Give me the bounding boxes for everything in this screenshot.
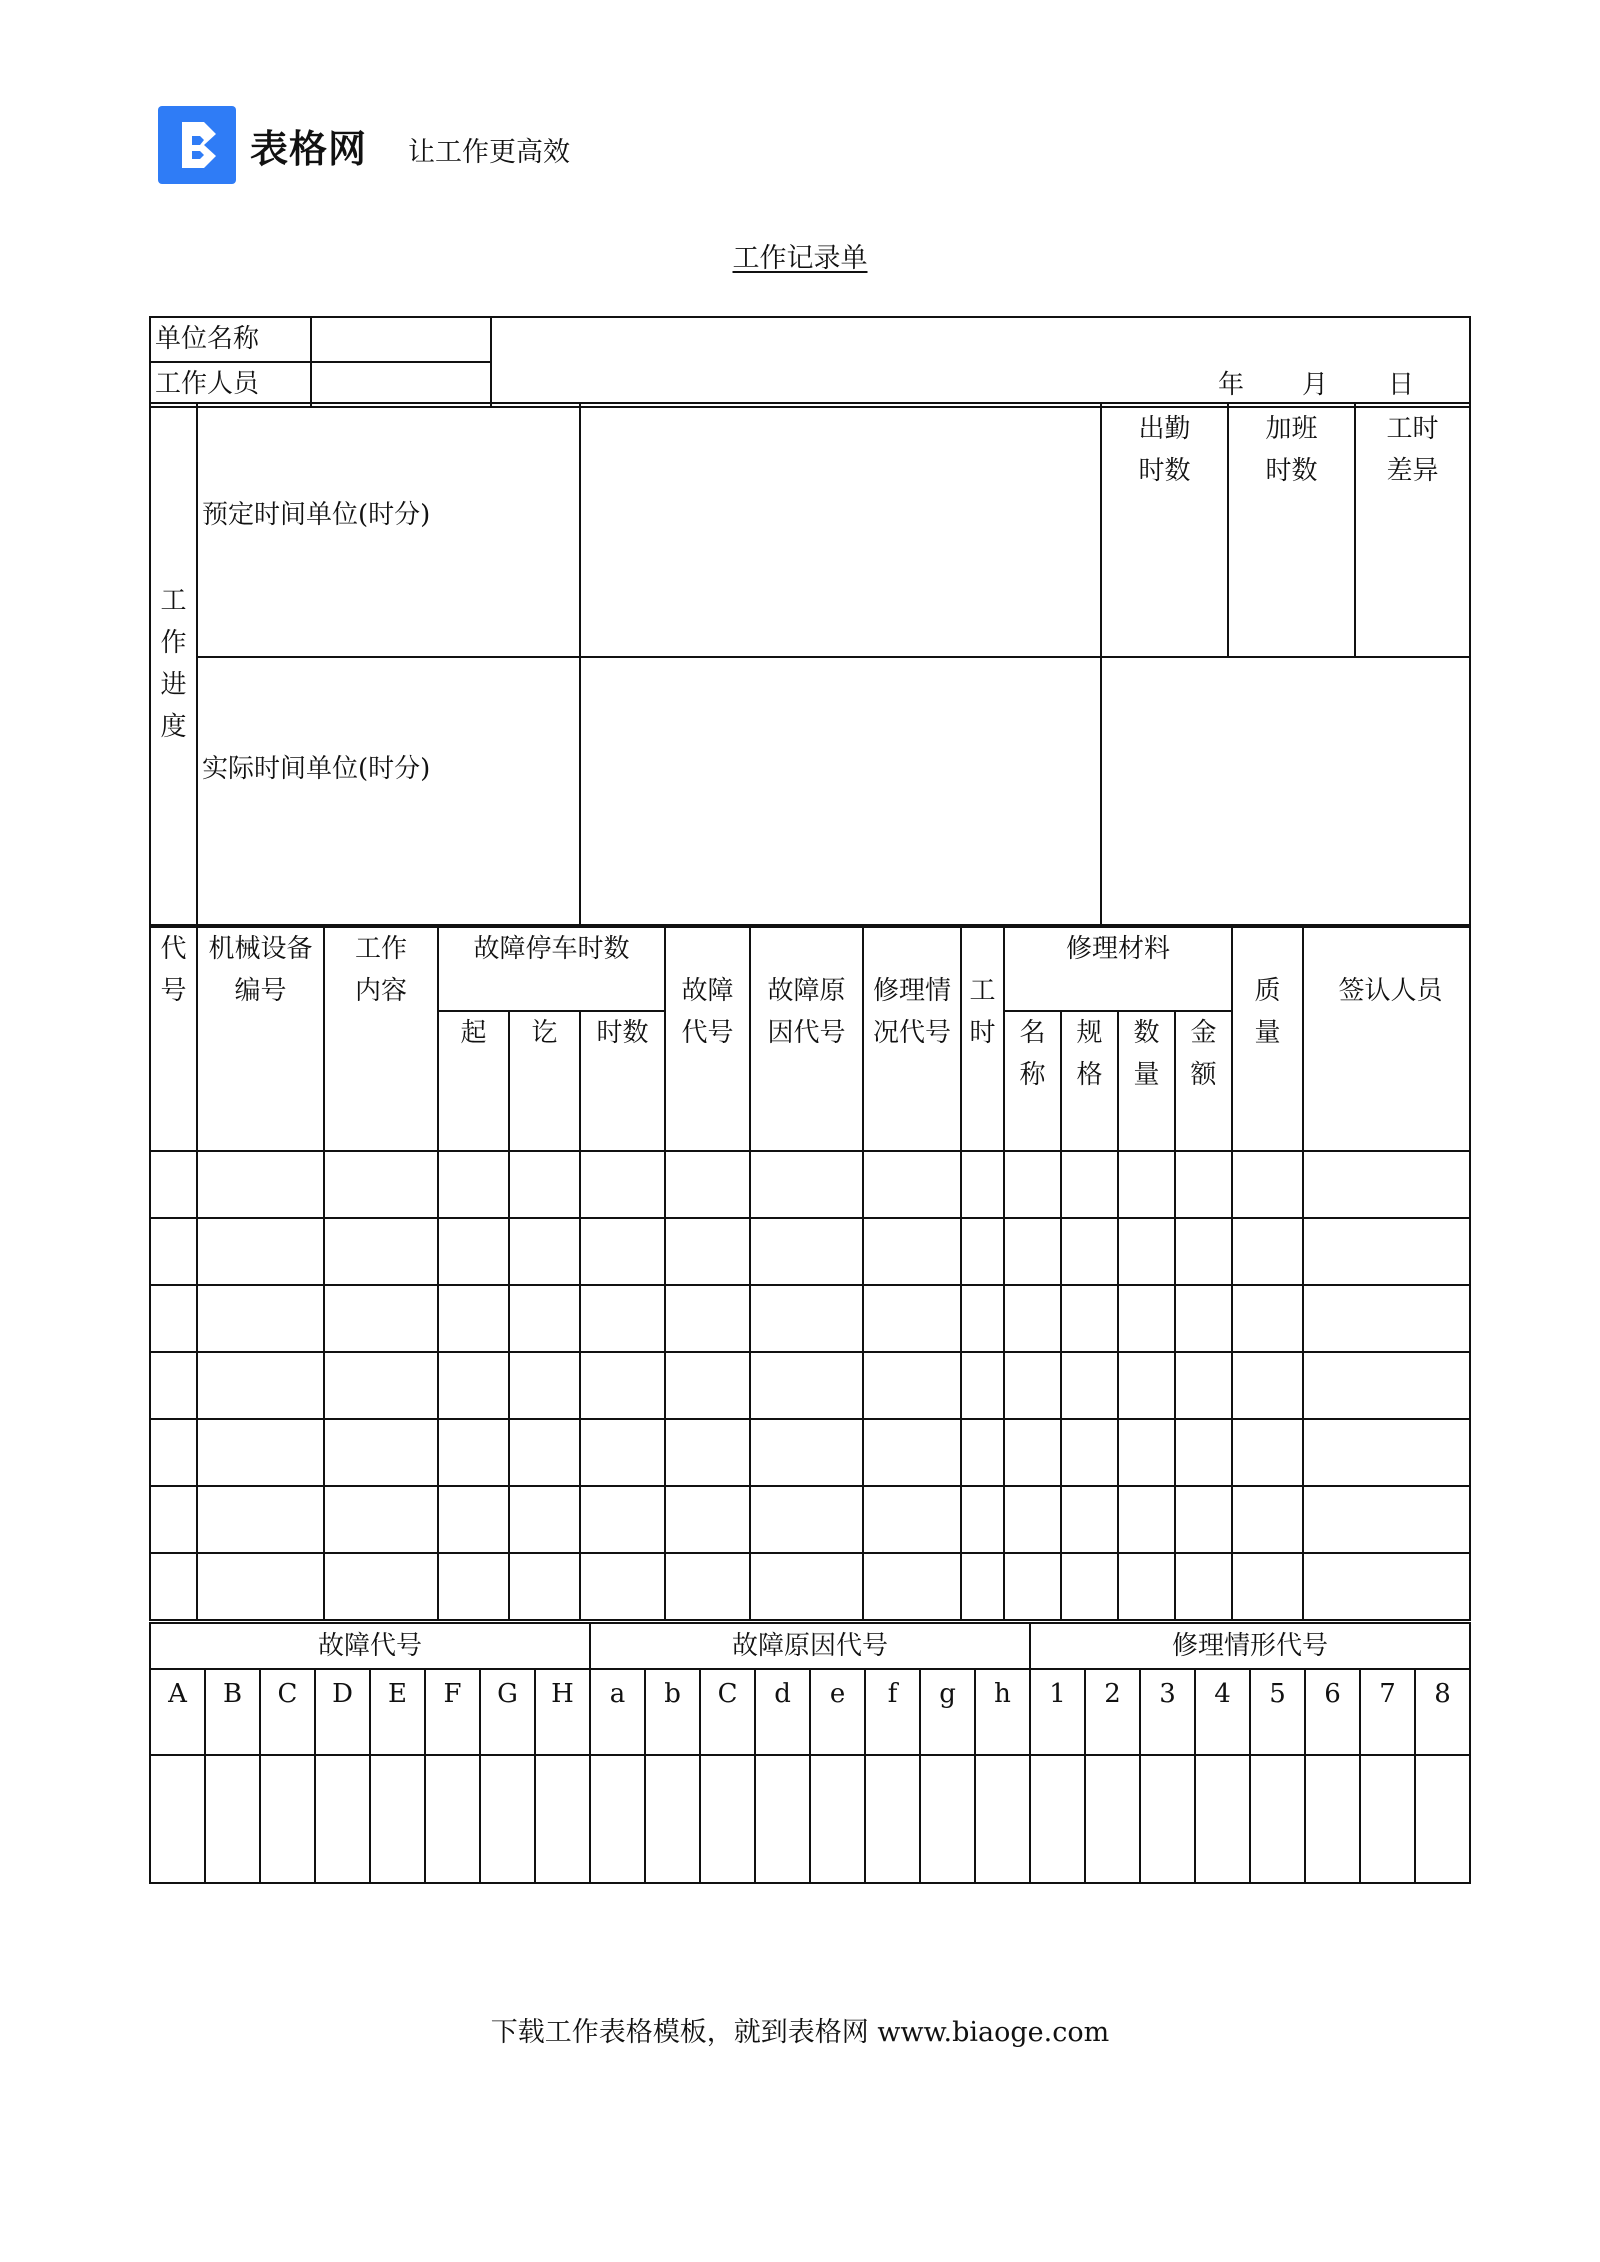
code-entry-cell[interactable] [590, 1755, 645, 1883]
staff-input[interactable] [311, 362, 491, 407]
planned-input[interactable] [580, 403, 1101, 657]
code-letter: E [370, 1669, 425, 1755]
content-header: 工作内容 [324, 927, 438, 1151]
record-cell[interactable] [438, 1285, 509, 1352]
progress-section-label: 工作进度 [150, 403, 197, 925]
code-letter: G [480, 1669, 535, 1755]
actual-label: 实际时间单位(时分) [197, 657, 580, 925]
record-cell[interactable] [324, 1553, 438, 1620]
code-entry-cell[interactable] [645, 1755, 700, 1883]
fault-code-header: 故障代号 [665, 927, 750, 1151]
record-cell[interactable] [1004, 1151, 1061, 1218]
record-cell[interactable] [1118, 1218, 1175, 1285]
record-cell[interactable] [197, 1218, 324, 1285]
staff-label: 工作人员 [150, 362, 311, 407]
record-cell[interactable] [197, 1419, 324, 1486]
record-cell[interactable] [863, 1486, 961, 1553]
record-cell[interactable] [1004, 1419, 1061, 1486]
page-title: 工作记录单 [732, 243, 868, 274]
record-cell[interactable] [509, 1352, 580, 1419]
record-cell[interactable] [1232, 1553, 1303, 1620]
record-cell[interactable] [150, 1486, 197, 1553]
code-letter: f [865, 1669, 920, 1755]
record-cell[interactable] [1303, 1553, 1470, 1620]
actual-input[interactable] [580, 657, 1101, 925]
record-cell[interactable] [438, 1553, 509, 1620]
record-cell[interactable] [863, 1218, 961, 1285]
code-entry-cell[interactable] [425, 1755, 480, 1883]
end-header: 讫 [509, 1011, 580, 1151]
record-cell[interactable] [665, 1553, 750, 1620]
record-cell[interactable] [1004, 1486, 1061, 1553]
record-cell[interactable] [438, 1151, 509, 1218]
unit-label: 单位名称 [150, 317, 311, 362]
month-label: 月 [1302, 370, 1329, 400]
code-entry-cell[interactable] [480, 1755, 535, 1883]
record-cell[interactable] [665, 1218, 750, 1285]
codes-table [149, 1622, 1471, 1884]
record-cell[interactable] [1061, 1218, 1118, 1285]
record-cell[interactable] [509, 1486, 580, 1553]
code-entry-cell[interactable] [1085, 1755, 1140, 1883]
record-cell[interactable] [1118, 1553, 1175, 1620]
record-cell[interactable] [438, 1352, 509, 1419]
code-letter: 7 [1360, 1669, 1415, 1755]
labor-header: 工时 [961, 927, 1004, 1151]
code-letter: a [590, 1669, 645, 1755]
record-cell[interactable] [1232, 1419, 1303, 1486]
record-cell[interactable] [509, 1419, 580, 1486]
cause-code-header: 故障原因代号 [750, 927, 863, 1151]
repair-code-legend: 修理情形代号 [1030, 1623, 1470, 1669]
code-entry-cell[interactable] [975, 1755, 1030, 1883]
record-cell[interactable] [1303, 1285, 1470, 1352]
record-cell[interactable] [1175, 1218, 1232, 1285]
record-cell[interactable] [1303, 1218, 1470, 1285]
record-cell[interactable] [665, 1151, 750, 1218]
mat-name-header: 名称 [1004, 1011, 1061, 1151]
record-cell[interactable] [961, 1285, 1004, 1352]
record-cell[interactable] [1061, 1419, 1118, 1486]
fault-code-legend: 故障代号 [150, 1623, 590, 1669]
record-cell[interactable] [863, 1151, 961, 1218]
record-cell[interactable] [150, 1553, 197, 1620]
code-letter: b [645, 1669, 700, 1755]
code-letter: B [205, 1669, 260, 1755]
records-table [149, 926, 1471, 1621]
mat-amount-header: 金额 [1175, 1011, 1232, 1151]
code-letter: 6 [1305, 1669, 1360, 1755]
record-cell[interactable] [665, 1486, 750, 1553]
record-cell[interactable] [197, 1151, 324, 1218]
record-cell[interactable] [197, 1352, 324, 1419]
record-cell[interactable] [1175, 1285, 1232, 1352]
mat-qty-header: 数量 [1118, 1011, 1175, 1151]
code-letter: 4 [1195, 1669, 1250, 1755]
record-cell[interactable] [1004, 1218, 1061, 1285]
record-cell[interactable] [1303, 1352, 1470, 1419]
logo-icon [158, 106, 236, 184]
record-cell[interactable] [1232, 1218, 1303, 1285]
record-cell[interactable] [1061, 1553, 1118, 1620]
record-cell[interactable] [1061, 1486, 1118, 1553]
code-letter: e [810, 1669, 865, 1755]
record-cell[interactable] [509, 1285, 580, 1352]
progress-table [149, 402, 1471, 926]
record-cell[interactable] [1004, 1285, 1061, 1352]
code-letter: A [150, 1669, 205, 1755]
record-cell[interactable] [750, 1285, 863, 1352]
brand-name: 表格网 [250, 127, 368, 171]
code-entry-cell[interactable] [150, 1755, 205, 1883]
record-cell[interactable] [1303, 1151, 1470, 1218]
record-cell[interactable] [1118, 1285, 1175, 1352]
record-cell[interactable] [580, 1553, 665, 1620]
record-cell[interactable] [750, 1553, 863, 1620]
record-cell[interactable] [509, 1151, 580, 1218]
record-cell[interactable] [1303, 1486, 1470, 1553]
record-cell[interactable] [961, 1352, 1004, 1419]
code-letter: H [535, 1669, 590, 1755]
record-cell[interactable] [1118, 1352, 1175, 1419]
record-cell[interactable] [665, 1352, 750, 1419]
record-cell[interactable] [1118, 1151, 1175, 1218]
record-cell[interactable] [1175, 1151, 1232, 1218]
record-cell[interactable] [750, 1486, 863, 1553]
code-letter: 8 [1415, 1669, 1470, 1755]
record-cell[interactable] [1232, 1486, 1303, 1553]
code-letter: d [755, 1669, 810, 1755]
hours-header: 时数 [580, 1011, 665, 1151]
record-cell[interactable] [1175, 1352, 1232, 1419]
code-letter: C [260, 1669, 315, 1755]
code-letter: 5 [1250, 1669, 1305, 1755]
code-letter: C [700, 1669, 755, 1755]
record-cell[interactable] [665, 1285, 750, 1352]
record-cell[interactable] [961, 1151, 1004, 1218]
record-cell[interactable] [150, 1285, 197, 1352]
code-entry-cell[interactable] [810, 1755, 865, 1883]
record-cell[interactable] [750, 1218, 863, 1285]
record-cell[interactable] [1061, 1352, 1118, 1419]
mat-spec-header: 规格 [1061, 1011, 1118, 1151]
record-cell[interactable] [863, 1553, 961, 1620]
record-cell[interactable] [863, 1352, 961, 1419]
materials-header: 修理材料 [1004, 927, 1232, 1011]
record-cell[interactable] [1118, 1486, 1175, 1553]
code-entry-cell[interactable] [315, 1755, 370, 1883]
record-cell[interactable] [580, 1285, 665, 1352]
record-cell[interactable] [863, 1285, 961, 1352]
record-cell[interactable] [961, 1218, 1004, 1285]
record-cell[interactable] [197, 1553, 324, 1620]
repair-code-header: 修理情况代号 [863, 927, 961, 1151]
equip-header: 机械设备编号 [197, 927, 324, 1151]
downtime-header: 故障停车时数 [438, 927, 665, 1011]
record-cell[interactable] [750, 1352, 863, 1419]
record-cell[interactable] [1061, 1151, 1118, 1218]
record-cell[interactable] [150, 1151, 197, 1218]
record-cell[interactable] [509, 1553, 580, 1620]
record-cell[interactable] [438, 1486, 509, 1553]
code-entry-cell[interactable] [920, 1755, 975, 1883]
record-cell[interactable] [324, 1419, 438, 1486]
code-entry-cell[interactable] [205, 1755, 260, 1883]
record-cell[interactable] [150, 1419, 197, 1486]
record-cell[interactable] [1232, 1285, 1303, 1352]
record-cell[interactable] [961, 1419, 1004, 1486]
code-letter: h [975, 1669, 1030, 1755]
record-cell[interactable] [863, 1419, 961, 1486]
record-cell[interactable] [961, 1553, 1004, 1620]
unit-input[interactable] [311, 317, 491, 362]
day-label: 日 [1388, 370, 1415, 400]
record-cell[interactable] [665, 1419, 750, 1486]
record-cell[interactable] [580, 1151, 665, 1218]
start-header: 起 [438, 1011, 509, 1151]
code-entry-cell[interactable] [260, 1755, 315, 1883]
code-letter: g [920, 1669, 975, 1755]
code-letter: D [315, 1669, 370, 1755]
record-cell[interactable] [580, 1486, 665, 1553]
record-cell[interactable] [1232, 1352, 1303, 1419]
record-cell[interactable] [438, 1218, 509, 1285]
record-cell[interactable] [197, 1486, 324, 1553]
record-cell[interactable] [509, 1218, 580, 1285]
record-cell[interactable] [1303, 1419, 1470, 1486]
record-cell[interactable] [324, 1486, 438, 1553]
code-entry-cell[interactable] [1360, 1755, 1415, 1883]
code-entry-cell[interactable] [1250, 1755, 1305, 1883]
attendance-header: 出勤时数 [1101, 403, 1228, 657]
code-letter: 2 [1085, 1669, 1140, 1755]
record-cell[interactable] [438, 1419, 509, 1486]
record-cell[interactable] [750, 1151, 863, 1218]
record-cell[interactable] [580, 1218, 665, 1285]
record-cell[interactable] [324, 1218, 438, 1285]
record-cell[interactable] [1061, 1285, 1118, 1352]
record-cell[interactable] [1175, 1419, 1232, 1486]
record-cell[interactable] [580, 1419, 665, 1486]
record-cell[interactable] [1175, 1553, 1232, 1620]
planned-label: 预定时间单位(时分) [197, 403, 580, 657]
diff-header: 工时差异 [1355, 403, 1470, 657]
code-entry-cell[interactable] [1195, 1755, 1250, 1883]
year-label: 年 [1218, 370, 1245, 400]
code-letter: 3 [1140, 1669, 1195, 1755]
cause-code-legend: 故障原因代号 [590, 1623, 1030, 1669]
code-entry-cell[interactable] [700, 1755, 755, 1883]
code-entry-cell[interactable] [865, 1755, 920, 1883]
actual-hours-input[interactable] [1101, 657, 1470, 925]
sign-header: 签认人员 [1303, 927, 1470, 1151]
brand-slogan: 让工作更高效 [408, 137, 570, 168]
record-cell[interactable] [324, 1352, 438, 1419]
record-cell[interactable] [197, 1285, 324, 1352]
record-cell[interactable] [750, 1419, 863, 1486]
record-cell[interactable] [324, 1285, 438, 1352]
record-cell[interactable] [150, 1218, 197, 1285]
overtime-header: 加班时数 [1228, 403, 1355, 657]
record-cell[interactable] [1232, 1151, 1303, 1218]
code-letter: 1 [1030, 1669, 1085, 1755]
code-entry-cell[interactable] [755, 1755, 810, 1883]
record-cell[interactable] [1004, 1352, 1061, 1419]
date-cell[interactable] [491, 317, 1470, 407]
code-entry-cell[interactable] [1030, 1755, 1085, 1883]
code-entry-cell[interactable] [1305, 1755, 1360, 1883]
record-cell[interactable] [150, 1352, 197, 1419]
info-table [149, 316, 1471, 408]
code-entry-cell[interactable] [1140, 1755, 1195, 1883]
code-entry-cell[interactable] [370, 1755, 425, 1883]
code-entry-cell[interactable] [535, 1755, 590, 1883]
code-entry-cell[interactable] [1415, 1755, 1470, 1883]
quality-header: 质量 [1232, 927, 1303, 1151]
footer-text: 下载工作表格模板，就到表格网 www.biaoge.com [490, 2017, 1110, 2048]
record-cell[interactable] [961, 1486, 1004, 1553]
record-cell[interactable] [1175, 1486, 1232, 1553]
record-cell[interactable] [580, 1352, 665, 1419]
record-cell[interactable] [1004, 1553, 1061, 1620]
code-letter: F [425, 1669, 480, 1755]
record-cell[interactable] [1118, 1419, 1175, 1486]
code-header: 代号 [150, 927, 197, 1151]
record-cell[interactable] [324, 1151, 438, 1218]
